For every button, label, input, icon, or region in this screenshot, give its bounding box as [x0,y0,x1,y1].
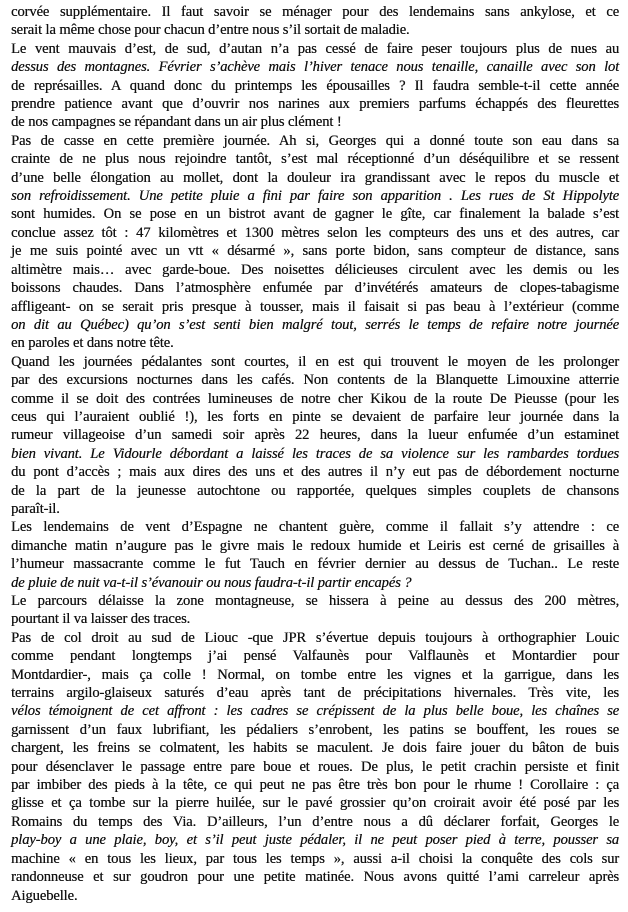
text-line: du pont d’accès ; mais aux dires des uns et des autres il n’y eut pas de débordement nocturne [11,464,619,481]
text-line: boissons chaudes. Dans l’atmosphère enfumée par d’invétérés amateurs de clopes-tabagisme [11,280,619,297]
paragraph [11,40,619,132]
text-line: Pas de col droit au sud de Liouc -que JPR s’évertue depuis toujours à orthographier Louic [11,629,619,646]
text-line: corvée supplémentaire. Il faut savoir se ménager pour des lendemains sans ankylose, et ce [11,4,619,20]
text-line: glisse et ça tombe sur la pierre huilée, sur le pavé grossier qu’on croirait avoir été posé par les [11,795,619,812]
text-line: ceus qui l’auraient oublié !), les forts en pinte se devaient de parfaire leur journée dans la [11,408,619,425]
text-line: comme pendant longtemps j’ai pensé Valfaunès pour Valflaunès et Montardier pour [11,648,619,665]
paragraph [11,592,619,629]
text-line: en paroles et dans notre tête. [11,335,174,352]
text-line: de pluie de nuit va-t-il s’évanouir ou nous faudra-t-il partir encapés ? [11,574,412,591]
text-line: serait la même chose pour chacun d’entre nous s’il sortait de maladie. [11,22,410,39]
text-line: play-boy a une plaie, boy, et s’il peut juste pédaler, il ne peut poser pied à terre, pousser sa [11,832,619,849]
text-line: garnissent d’un faux lubrifiant, les pédaliers s’enrobent, les patins se bouffent, les roues se [11,721,619,738]
text-line: affligeant- on se serait pris presque à tousser, mais il faisait si pas beau à l’extérieur (comme [11,298,619,315]
text-line: de représailles. A quand donc du printemps les épousailles ? Il faudra semble-t-il cette année [11,77,619,94]
text-line: rumeur villageoise d’un samedi soir après 22 heures, dans la lueur enfumée d’un estaminet [11,427,619,444]
text-line: pourtant il va laisser des traces. [11,611,191,628]
text-line: Aiguebelle. [11,887,78,904]
text-line: on dit au Québec) qu’on s’est senti bien malgré tout, serrés le temps de refaire notre journée [11,316,619,333]
text-line: vélos témoignent de cet affront : les cadres se crépissent de la plus belle boue, les chaînes se [11,703,619,720]
text-line: de nos campagnes se répandant dans un air plus clément ! [11,114,342,131]
text-line: Le vent mauvais d’est, de sud, d’autan n’a pas cessé de faire peser toujours plus de nues au [11,40,619,57]
text-line: par des excursions nocturnes dans les cafés. Non contents de la Blanquette Limouxine atterrie [11,372,619,389]
text-line: altimètre mais… avec garde-boue. Des noisettes délicieuses circulent avec les demis ou les [11,261,619,278]
text-line: pour désenclaver le passage entre pare boue et roues. De plus, le petit crachin persiste et finit [11,758,619,775]
text-line: d’une belle élongation au mollet, dont la douleur ira grandissant avec le repos du muscle et [11,169,619,186]
text-line: Quand les journées pédalantes sont courtes, il en est qui trouvent le moyen de les prolonger [11,353,619,370]
text-line: chargent, les freins se colmatent, les habits se maculent. Je dois faire jouer du bâton de buis [11,740,619,757]
paragraph [11,3,619,40]
paragraph [11,132,619,353]
text-line: de la part de la jeunesse autochtone ou rapportée, quelques simples couplets de chansons [11,482,619,499]
text-line: paraît-il. [11,500,60,517]
text-line: l’humeur massacrante comme le fut Tauch en février dernier au dessus de Tuchan.. Le reste [11,556,619,573]
text-line: conclue assez tôt : 47 kilomètres et 1300 mètres selon les compteurs des uns et des autres, car [11,224,619,241]
text-line: Les lendemains de vent d’Espagne ne chantent guère, comme il fallait s’y attendre : ce [11,519,619,536]
text-line: randonneuse et sur goudron pour une petite matinée. Nous avons quitté l’ami carreleur après [11,869,619,886]
text-line: Romains du temps des Via. D’ailleurs, l’un d’entre nous a dû déclarer forfait, Georges le [11,813,619,830]
text-line: prendre patience avant que d’ouvrir nos narines aux premiers parfums échappés des fleurettes [11,96,619,113]
text-line: terrains argilo-glaiseux saturés d’eau après tant de précipitations hivernales. Très vite, les [11,685,619,702]
text-line: Pas de casse en cette première journée. Ah si, Georges qui a donné toute son eau dans sa [11,132,619,149]
text-line: sont humides. On se pose en un bistrot avant de gagner le gîte, car finalement la balade s’est [11,206,619,223]
text-line: dimanche matin n’augure pas le givre mais le redoux humide et Leiris est cerné de grisailles à [11,537,619,554]
paragraph [11,518,619,592]
text-line: je me suis pointé avec un vtt « désarmé », sans porte bidon, sans compteur de distance, sans [11,243,619,260]
text-line: par imbiber des pieds à la tête, ce qui peut ne pas être très bon pour le rhume ! Corollaire : ça [11,777,619,794]
text-line: comme il se doit des contrées lumineuses de notre cher Kikou de la route De Pieusse (pour les [11,390,619,407]
paragraph [11,353,619,519]
text-line: son refroidissement. Une petite pluie a fini par faire son apparition . Les rues de St Hippolyte [11,188,619,205]
text-line: crainte de ne plus nous rejoindre tantôt, s’est mal réceptionné d’un déséquilibre et se ressent [11,151,619,168]
text-line: Le parcours délaisse la zone montagneuse, se hissera à peine au dessus des 200 mètres, [11,593,619,609]
text-line: bien vivant. Le Vidourle débordant a laissé les traces de sa violence sur les rambardes tordues [11,445,619,462]
text-line: machine « en tous les lieux, par tous les temps », aussi a-il choisi la conquête des cols sur [11,850,619,867]
paragraph [11,629,619,905]
text-line: Montdardier-, mais ça colle ! Normal, on tombe entre les vignes et la garrigue, dans les [11,666,619,683]
text-line: dessus des montagnes. Février s’achève mais l’hiver tenace nous tenaille, canaille avec son lot [11,59,619,76]
